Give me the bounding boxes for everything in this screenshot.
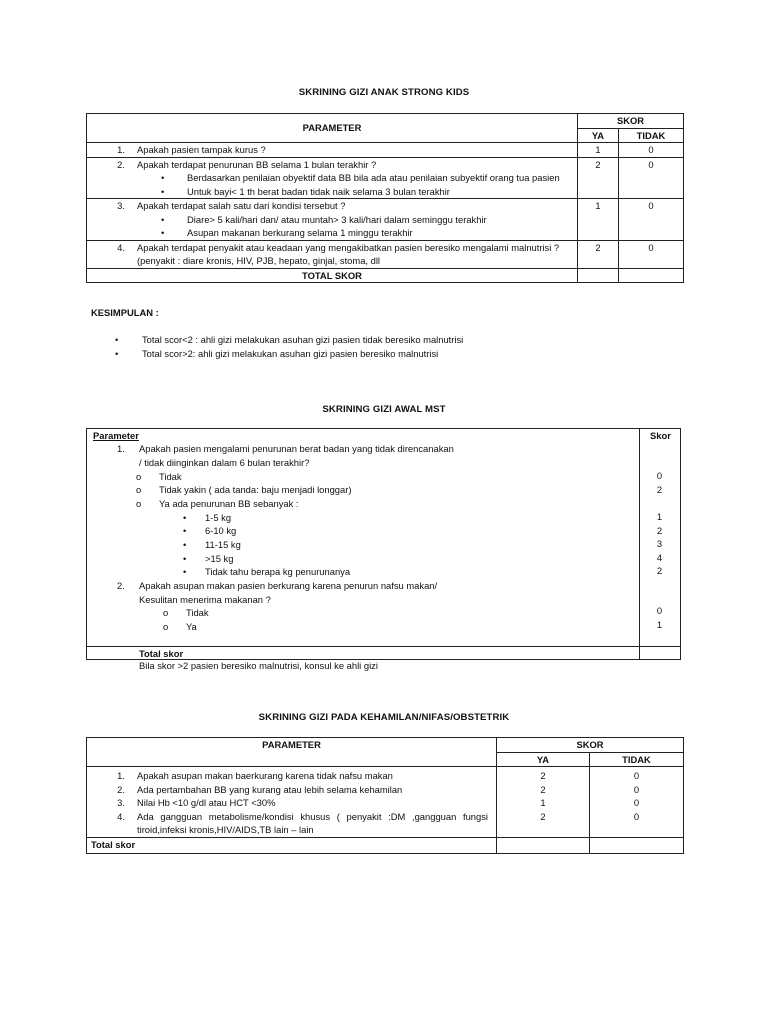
kehamilan-skor-header: SKOR xyxy=(497,738,684,753)
mst-q2-text: Apakah asupan makan pasien berkurang karena penurun nafsu makan/ xyxy=(139,580,438,591)
total-tidak-cell xyxy=(619,268,684,283)
row-question: Apakah terdapat penurunan BB selama 1 bulan terakhir ? xyxy=(137,158,377,170)
mst-q2-text-cont: Kesulitan menerima makanan ? xyxy=(139,594,271,605)
row-number: 2. xyxy=(117,158,125,170)
score-tidak: 0 xyxy=(633,783,640,795)
score-tidak: 0 xyxy=(633,770,640,781)
sub-bullet: • xyxy=(183,553,187,564)
sub-option-text: Tidak tahu berapa kg penurunanya xyxy=(205,566,351,577)
score-value: 0 xyxy=(656,605,663,616)
option-marker: o xyxy=(136,471,142,482)
option-marker: o xyxy=(163,607,169,618)
table-row xyxy=(87,199,684,241)
score-tidak: 0 xyxy=(619,240,684,268)
option-marker: o xyxy=(136,484,142,495)
score-tidak: 0 xyxy=(619,143,684,158)
row-question: Ada gangguan metabolisme/kondisi khusus ( penyakit :DM ,gangguan fungsi tiroid,infeksi kronis,HIV/AIDS,TB lain – lain xyxy=(137,810,488,835)
conclusion-item: • Total scor<2 : ahli gizi melakukan asuhan gizi pasien tidak beresiko malnutrisi xyxy=(115,333,463,347)
table-row xyxy=(87,240,684,268)
table-row xyxy=(87,157,684,199)
strong-kids-total-label: TOTAL SKOR xyxy=(87,268,578,283)
row-number: 2. xyxy=(117,783,125,795)
bullet-item: • Asupan makanan berkurang selama 1 minggu terakhir xyxy=(91,226,573,240)
option-text: Tidak yakin ( ada tanda: baju menjadi longgar) xyxy=(159,484,352,495)
mst-q1-text-cont: / tidak diinginkan dalam 6 bulan terakhir? xyxy=(139,457,310,468)
bullet-item: • Diare> 5 kali/hari dan/ atau muntah> 3 kali/hari dalam seminggu terakhir xyxy=(91,213,573,227)
score-ya: 2 xyxy=(578,240,619,268)
mst-skor-header: Skor xyxy=(650,430,671,441)
score-value: 0 xyxy=(656,470,663,481)
score-ya: 2 xyxy=(540,770,546,781)
mst-q2-number: 2. xyxy=(117,580,125,591)
score-tidak: 0 xyxy=(619,157,684,199)
strong-kids-tidak-header: TIDAK xyxy=(619,128,684,143)
mst-q1-number: 1. xyxy=(117,443,125,454)
sub-bullet: • xyxy=(183,539,187,550)
row-question: Apakah terdapat salah satu dari kondisi tersebut ? xyxy=(137,200,346,211)
total-ya-cell xyxy=(578,268,619,283)
option-text: Tidak xyxy=(159,471,182,482)
score-tidak: 0 xyxy=(619,199,684,241)
score-ya: 2 xyxy=(578,157,619,199)
mst-title: SKRINING GIZI AWAL MST xyxy=(322,404,446,415)
mst-parameter-header: Parameter xyxy=(93,430,139,441)
score-value: 2 xyxy=(656,525,663,536)
row-number: 3. xyxy=(117,200,125,211)
row-number: 4. xyxy=(117,241,125,253)
table-row xyxy=(87,143,684,158)
total-ya-cell xyxy=(497,837,590,853)
mst-table xyxy=(86,428,681,660)
row-extra-note: (penyakit : diare kronis, HIV, PJB, hepato, ginjal, stoma, dll xyxy=(137,255,381,266)
kehamilan-ya-header: YA xyxy=(497,752,590,767)
row-question: Nilai Hb <10 g/dl atau HCT <30% xyxy=(137,797,276,808)
sub-bullet: • xyxy=(183,525,187,536)
score-ya: 1 xyxy=(540,797,546,808)
strong-kids-table xyxy=(86,113,684,283)
score-value: 1 xyxy=(656,511,663,522)
score-value: 3 xyxy=(656,538,663,549)
row-question: Apakah asupan makan baerkurang karena tidak nafsu makan xyxy=(137,770,393,781)
kehamilan-total-label: Total skor xyxy=(87,837,497,853)
mst-q1-text: Apakah pasien mengalami penurunan berat badan yang tidak direncanakan xyxy=(139,443,454,454)
sub-option-text: 6-10 kg xyxy=(205,525,237,536)
mst-total-label: Total skor xyxy=(139,648,184,659)
score-ya: 1 xyxy=(578,143,619,158)
sub-bullet: • xyxy=(183,512,187,523)
sub-option-text: 1-5 kg xyxy=(205,512,232,523)
bullet-item: • Berdasarkan penilaian obyektif data BB bila ada atau penilaian subyektif orang tua pasien xyxy=(91,171,573,185)
sub-option-text: >15 kg xyxy=(205,553,234,564)
option-text: Ya ada penurunan BB sebanyak : xyxy=(159,498,299,509)
score-tidak: 0 xyxy=(633,810,640,822)
row-question: Ada pertambahan BB yang kurang atau lebih selama kehamilan xyxy=(137,783,403,795)
kehamilan-parameter-header: PARAMETER xyxy=(87,738,497,767)
row-number: 1. xyxy=(117,770,125,781)
row-question: Apakah terdapat penyakit atau keadaan yang mengakibatkan pasien beresiko mengalami malnutrisi ? xyxy=(137,241,560,253)
score-ya: 1 xyxy=(578,199,619,241)
strong-kids-parameter-header: PARAMETER xyxy=(87,114,578,143)
sub-bullet: • xyxy=(183,566,187,577)
kesimpulan-label: KESIMPULAN : xyxy=(91,307,159,318)
score-value: 1 xyxy=(656,619,663,630)
kehamilan-tidak-header: TIDAK xyxy=(590,752,684,767)
mst-note: Bila skor >2 pasien beresiko malnutrisi, konsul ke ahli gizi xyxy=(139,660,378,671)
strong-kids-skor-header: SKOR xyxy=(578,114,684,129)
row-number: 3. xyxy=(117,797,125,808)
row-question: Apakah pasien tampak kurus ? xyxy=(137,144,266,155)
option-text: Tidak xyxy=(186,607,209,618)
score-ya: 2 xyxy=(540,783,546,795)
row-number: 1. xyxy=(117,144,125,155)
total-tidak-cell xyxy=(590,837,684,853)
strong-kids-ya-header: YA xyxy=(578,128,619,143)
score-value: 4 xyxy=(656,552,663,563)
table-row xyxy=(87,767,684,838)
option-marker: o xyxy=(136,498,142,509)
strong-kids-title: SKRINING GIZI ANAK STRONG KIDS xyxy=(298,87,470,98)
bullet-item: • Untuk bayi< 1 th berat badan tidak naik selama 3 bulan terakhir xyxy=(91,185,573,199)
score-value: 2 xyxy=(656,565,663,576)
score-value: 2 xyxy=(656,484,663,495)
score-ya: 2 xyxy=(540,810,546,822)
option-text: Ya xyxy=(186,621,197,632)
row-number: 4. xyxy=(117,810,125,822)
sub-option-text: 11-15 kg xyxy=(205,539,241,550)
option-marker: o xyxy=(163,621,169,632)
kehamilan-title: SKRINING GIZI PADA KEHAMILAN/NIFAS/OBSTETRIK xyxy=(258,712,510,723)
score-tidak: 0 xyxy=(633,797,640,808)
kehamilan-table xyxy=(86,737,684,854)
conclusion-item: • Total scor>2: ahli gizi melakukan asuhan gizi pasien beresiko malnutrisi xyxy=(115,347,438,361)
